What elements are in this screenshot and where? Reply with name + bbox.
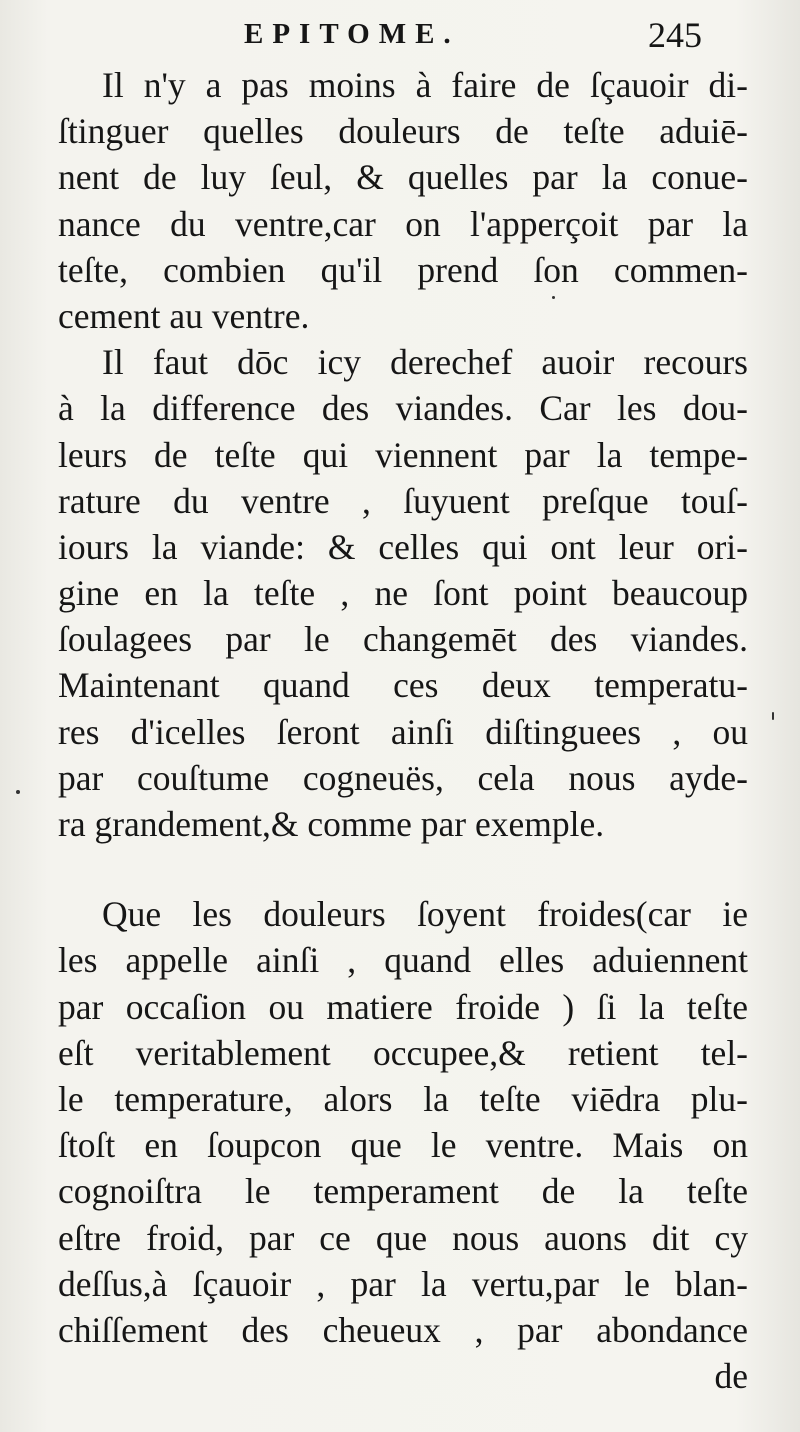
- paragraph-gap: [58, 847, 748, 891]
- text-line: les appelle ainſi , quand elles aduiennent: [58, 940, 748, 981]
- text-line: teſte, combien qu'il prend ſon commen-: [58, 249, 748, 290]
- text-line: ra grandement,& comme par exemple.: [58, 804, 605, 844]
- text-line: Il faut dōc icy derechef auoir recours: [102, 342, 748, 383]
- text-line: res d'icelles ſeront ainſi diſtinguees , ou: [58, 711, 748, 752]
- text-line: gine en la teſte , ne ſont point beaucoup: [58, 573, 748, 614]
- text-line: cement au ventre.: [58, 295, 310, 336]
- text-line: Que les douleurs ſoyent froides(car ie: [102, 894, 748, 935]
- body-text: [58, 62, 748, 1399]
- ink-speck: [552, 296, 555, 299]
- text-line: chiſſement des cheueux , par abondance: [58, 1309, 748, 1350]
- paragraph-2: [58, 339, 748, 847]
- text-line: par couſtume cogneuës, cela nous ayde-: [58, 757, 748, 798]
- text-line: Il n'y a pas moins à faire de ſçauoir di-: [102, 65, 748, 105]
- text-line: Maintenant quand ces deux temperatu-: [58, 665, 748, 706]
- text-line: eſt veritablement occupee,& retient tel-: [58, 1032, 748, 1073]
- text-line: iours la viande: & celles qui ont leur ori-: [58, 526, 748, 567]
- text-line: deſſus,à ſçauoir , par la vertu,par le blan-: [58, 1263, 748, 1304]
- ink-speck: [772, 712, 774, 720]
- page-number: 245: [648, 15, 702, 55]
- text-line: à la difference des viandes. Car les dou-: [58, 388, 748, 429]
- text-line: nent de luy ſeul, & quelles par la conue-: [58, 157, 748, 198]
- text-line: eſtre froid, par ce que nous auons dit cy: [58, 1217, 748, 1258]
- paragraph-1: [58, 62, 748, 339]
- paragraph-3: [58, 891, 748, 1399]
- text-line: ſoulagees par le changemēt des viandes.: [58, 619, 748, 660]
- text-line: le temperature, alors la teſte viēdra plu-: [58, 1078, 748, 1119]
- running-head: [0, 14, 800, 60]
- text-line: ſtoſt en ſoupcon que le ventre. Mais on: [58, 1125, 748, 1166]
- running-title: EPITOME.: [244, 18, 460, 50]
- text-line: nance du ventre,car on l'apperçoit par la: [58, 203, 748, 244]
- catchword: de: [714, 1356, 748, 1397]
- ink-speck: [16, 790, 20, 794]
- text-line: par occaſion ou matiere froide ) ſi la teſte: [58, 986, 748, 1027]
- text-line: leurs de teſte qui viennent par la tempe-: [58, 434, 748, 475]
- text-line: rature du ventre , ſuyuent preſque touſ-: [58, 480, 748, 521]
- text-line: cognoiſtra le temperament de la teſte: [58, 1171, 748, 1212]
- text-line: ſtinguer quelles douleurs de teſte aduiē-: [58, 111, 748, 152]
